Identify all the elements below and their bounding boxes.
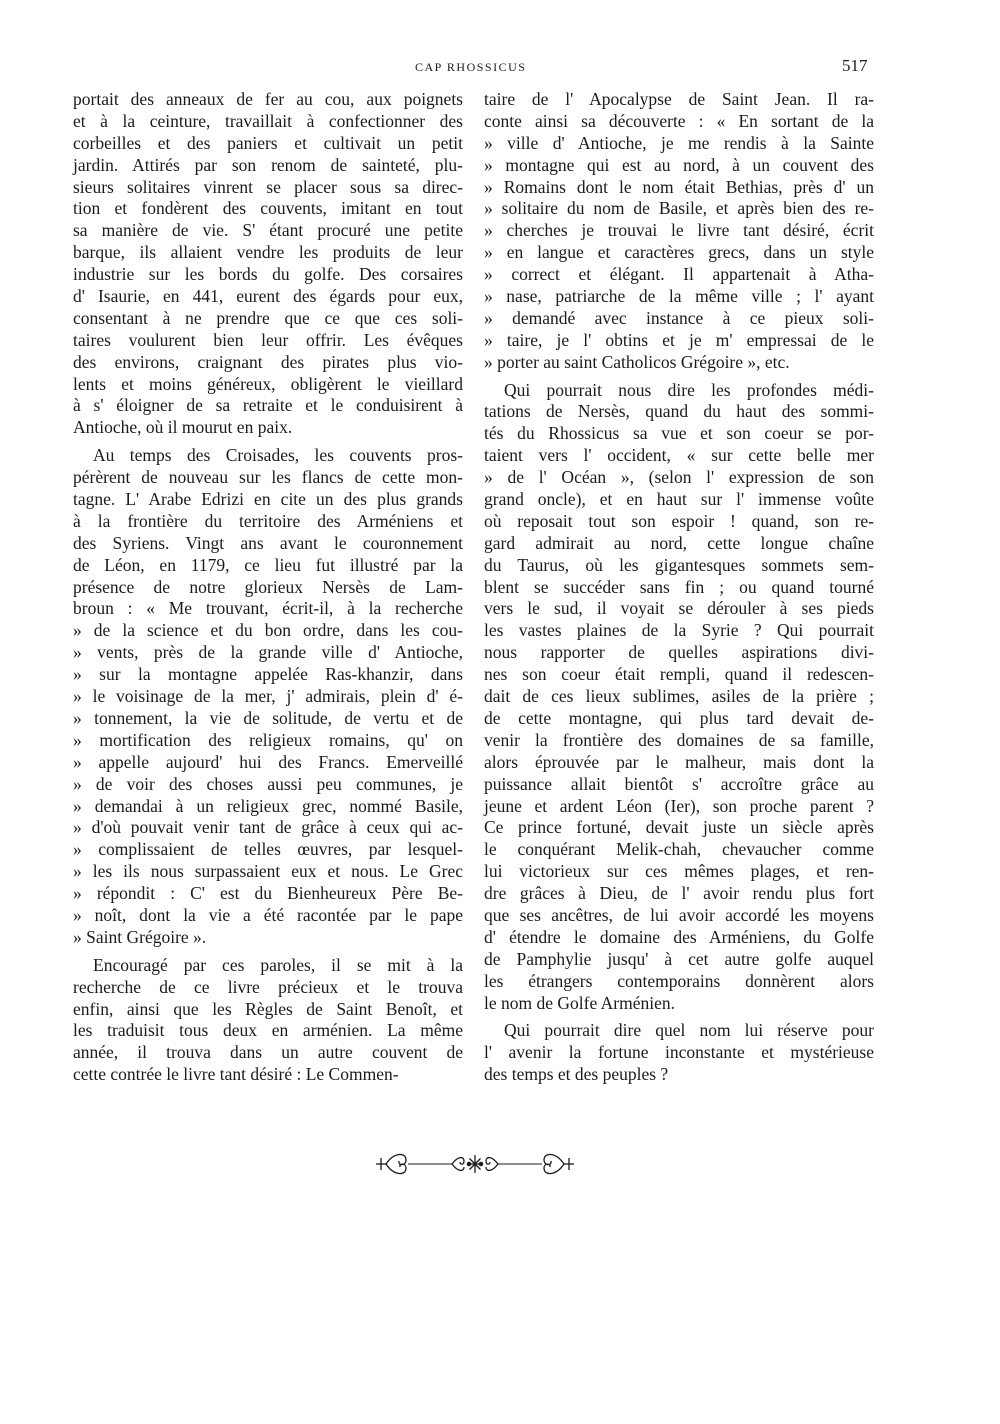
- text-line: année, il trouva dans un autre couvent de: [73, 1042, 463, 1063]
- text-line: taires voulurent bien leur offrir. Les évêques: [73, 329, 463, 350]
- text-line: grand oncle), et en haut sur l' immense voûte: [484, 489, 874, 510]
- text-line: d' étendre le domaine des Arméniens, du Golfe: [484, 926, 874, 947]
- text-line: » en langue et caractères grecs, dans un style: [484, 242, 874, 263]
- right-column: [484, 89, 874, 1086]
- text-line: dre grâces à Dieu, de l' avoir rendu plus fort: [484, 883, 874, 904]
- page-number: 517: [842, 56, 868, 75]
- text-line: tagne. L' Arabe Edrizi en cite un des plus grands: [73, 489, 463, 510]
- text-line: tion et fondèrent des couvents, imitant en tout: [73, 198, 463, 219]
- text-line: recherche de ce livre précieux et le trouva: [73, 976, 463, 997]
- text-line: » Saint Grégoire ».: [73, 926, 207, 947]
- text-line: Antioche, où il mourut en paix.: [73, 417, 293, 438]
- running-head: [0, 56, 1000, 80]
- text-line: » appelle aujourd' hui des Francs. Emerveillé: [73, 751, 463, 772]
- text-line: le conquérant Melik-chah, chevaucher comme: [484, 839, 874, 860]
- text-line: venir la frontière des domaines de sa famille,: [484, 729, 874, 750]
- text-line: Ce prince fortuné, devait juste un siècle après: [484, 817, 874, 838]
- text-line: Qui pourrait dire quel nom lui réserve pour: [504, 1020, 874, 1041]
- text-line: d' Isaurie, en 441, eurent des égards pour eux,: [73, 286, 463, 307]
- text-line: de cette montagne, qui plus tard devait de-: [484, 707, 874, 728]
- text-line: consentant à ne prendre que ce que ces soli-: [73, 307, 463, 328]
- text-line: taient vers l' occident, « sur cette belle mer: [484, 445, 874, 466]
- text-line: » demandé avec instance à ce pieux soli-: [484, 307, 874, 328]
- text-line: des Syriens. Vingt ans avant le couronnement: [73, 532, 463, 553]
- text-line: » noît, dont la vie a été racontée par le pape: [73, 904, 463, 925]
- text-line: Encouragé par ces paroles, il se mit à la: [93, 954, 463, 975]
- text-line: » demandai à un religieux grec, nommé Basile,: [73, 795, 463, 816]
- text-line: » correct et élégant. Il appartenait à Atha-: [484, 264, 874, 285]
- decorative-flourish-icon: [372, 1147, 578, 1181]
- text-line: de Léon, en 1179, ce lieu fut illustré par la: [73, 554, 463, 575]
- text-line: portait des anneaux de fer au cou, aux poignets: [73, 89, 463, 109]
- text-line: que ses ancêtres, de lui avoir accordé les moyens: [484, 904, 874, 925]
- text-line: » de la science et du bon ordre, dans les cou-: [73, 620, 463, 641]
- text-line: » tonnement, la vie de solitude, de vertu et de: [73, 707, 463, 728]
- text-line: lents et moins généreux, obligèrent le vieillard: [73, 373, 463, 394]
- text-line: cette contrée le livre tant désiré : Le Commen-: [73, 1064, 399, 1085]
- text-line: » solitaire du nom de Basile, et après bien des re-: [484, 198, 874, 219]
- text-line: » taire, je l' obtins et je m' empressai de le: [484, 329, 874, 350]
- text-line: barque, ils allaient vendre les produits de leur: [73, 242, 463, 263]
- text-line: » Romains dont le nom était Bethias, près d' un: [484, 176, 874, 197]
- text-line: » vents, près de la grande ville d' Antioche,: [73, 642, 463, 663]
- text-line: » cherches je trouvai le livre tant désiré, écrit: [484, 220, 874, 241]
- text-line: à la frontière du territoire des Arméniens et: [73, 510, 463, 531]
- text-line: puissance allait bientôt s' accroître grâce au: [484, 773, 874, 794]
- text-line: » sur la montagne appelée Ras-khanzir, dans: [73, 664, 463, 685]
- text-line: industrie sur les bords du golfe. Des corsaires: [73, 264, 463, 285]
- text-line: le nom de Golfe Arménien.: [484, 992, 675, 1013]
- text-line: » d'où pouvait venir tant de grâce à ceux qui ac-: [73, 817, 463, 838]
- text-line: où reposait tout son espoir ! quand, son re-: [484, 510, 874, 531]
- text-line: nes son coeur était rempli, quand il redescen-: [484, 664, 874, 685]
- text-line: gard admirait au nord, cette longue chaîne: [484, 532, 874, 553]
- text-line: alors éprouvée par le malheur, mais dont la: [484, 751, 874, 772]
- text-line: taire de l' Apocalypse de Saint Jean. Il ra-: [484, 89, 874, 109]
- text-line: » les ils nous surpassaient eux et nous. Le Grec: [73, 861, 463, 882]
- text-line: du Taurus, où les gigantesques sommets sem-: [484, 554, 874, 575]
- text-line: conte ainsi sa découverte : « En sortant de la: [484, 110, 874, 131]
- text-line: » de l' Océan », (selon l' expression de son: [484, 467, 874, 488]
- text-line: enfin, ainsi que les Règles de Saint Benoît, et: [73, 998, 463, 1019]
- text-line: » répondit : C' est du Bienheureux Père Be-: [73, 883, 463, 904]
- text-line: » montagne qui est au nord, à un couvent des: [484, 154, 874, 175]
- text-line: et à la ceinture, travaillait à confectionner des: [73, 110, 463, 131]
- text-line: des temps et des peuples ?: [484, 1064, 669, 1085]
- text-line: les vastes plaines de la Syrie ? Qui pourrait: [484, 620, 874, 641]
- text-line: » mortification des religieux romains, qu' on: [73, 729, 463, 750]
- text-line: présence de notre glorieux Nersès de Lam-: [73, 576, 463, 597]
- running-title: CAP RHOSSICUS: [415, 60, 527, 74]
- text-line: » complissaient de telles œuvres, par lesquel-: [73, 839, 463, 860]
- text-line: tations de Nersès, quand du haut des sommi-: [484, 401, 874, 422]
- text-line: » de voir des choses aussi peu communes, je: [73, 773, 463, 794]
- text-line: sa manière de vie. S' étant procuré une petite: [73, 220, 463, 241]
- text-line: » le voisinage de la mer, j' admirais, plein d' é-: [73, 686, 463, 707]
- text-line: vers le sud, il voyait se dérouler à ses pieds: [484, 598, 874, 619]
- text-line: blent se succéder sans fin ; ou quand tourné: [484, 576, 874, 597]
- text-line: des environs, craignant des pirates plus vio-: [73, 351, 463, 372]
- text-line: l' avenir la fortune inconstante et mystérieuse: [484, 1042, 874, 1063]
- text-line: tés du Rhossicus sa vue et son coeur se por-: [484, 423, 874, 444]
- text-line: Qui pourrait nous dire les profondes médi-: [504, 379, 874, 400]
- text-line: corbeilles et des paniers et cultivait un petit: [73, 132, 463, 153]
- text-line: dait de ces lieux sublimes, asiles de la prière ;: [484, 686, 874, 707]
- text-line: broun : « Me trouvant, écrit-il, à la recherche: [73, 598, 463, 619]
- text-line: » porter au saint Catholicos Grégoire », etc.: [484, 351, 790, 372]
- text-line: » ville d' Antioche, je me rendis à la Sainte: [484, 132, 874, 153]
- text-line: Au temps des Croisades, les couvents pros-: [93, 445, 463, 466]
- text-line: sieurs solitaires vinrent se placer sous sa direc-: [73, 176, 463, 197]
- left-column: [73, 89, 463, 1086]
- text-line: lui victorieux sur ces mêmes plages, et ren-: [484, 861, 874, 882]
- text-line: pérèrent de nouveau sur les flancs de cette mon-: [73, 467, 463, 488]
- text-line: nous rapporter de quelles aspirations divi-: [484, 642, 874, 663]
- text-line: jeune et ardent Léon (Ier), son proche parent ?: [484, 795, 874, 816]
- text-line: de Pamphylie jusqu' à cet autre golfe auquel: [484, 948, 874, 969]
- text-line: les traduisit tous deux en arménien. La même: [73, 1020, 463, 1041]
- text-line: » nase, patriarche de la même ville ; l' ayant: [484, 286, 874, 307]
- text-line: à s' éloigner de sa retraite et le conduisirent à: [73, 395, 463, 416]
- text-line: jardin. Attirés par son renom de sainteté, plu-: [73, 154, 463, 175]
- text-line: les étrangers contemporains donnèrent alors: [484, 970, 874, 991]
